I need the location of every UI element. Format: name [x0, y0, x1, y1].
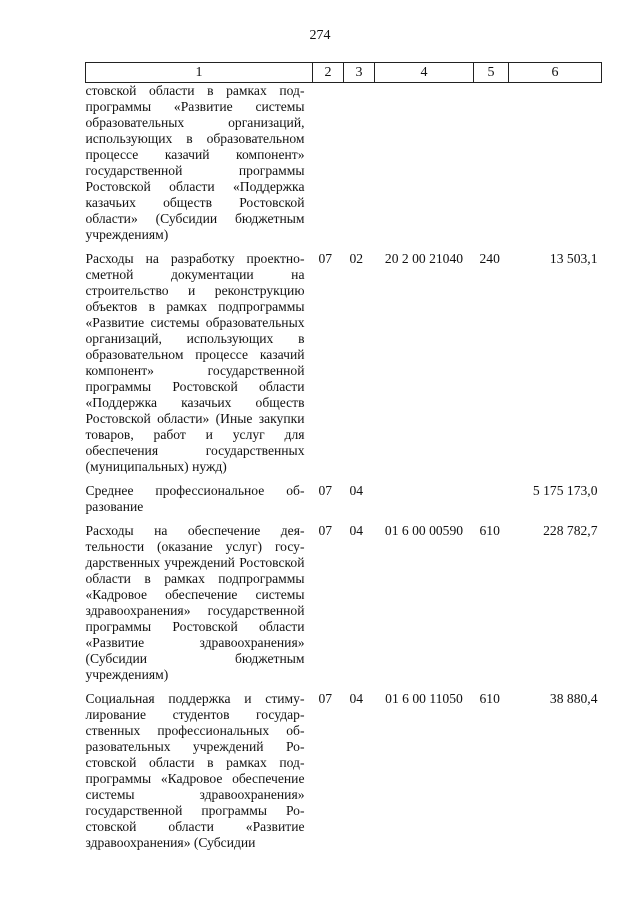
- row-subsection: 02: [349, 251, 364, 266]
- row-description: Расходы на обеспечение деятельности (оказание услуг) государственных учреждений Ростовской области в рамках подпрограммы «Кадровое обеспечение системы здравоохранения» государственной программы Ростовской области «Развитие здравоохранения» (Субсидии бюджетным учреждениям): [85, 523, 305, 682]
- row-section: 07: [318, 691, 333, 706]
- row-subsection: 04: [349, 523, 364, 538]
- row-description: Среднее профессиональное образование: [85, 483, 305, 514]
- row-expense-type: 240: [479, 251, 500, 266]
- column-number-header: [86, 63, 602, 83]
- column-header: 1: [86, 63, 313, 83]
- row-target-code: [375, 483, 474, 523]
- row-section: 07: [318, 523, 333, 538]
- column-header: 4: [375, 63, 474, 83]
- row-subsection: [344, 83, 375, 252]
- row-expense-type: [474, 483, 509, 523]
- row-description: Расходы на разработку проектно-сметной документации на строительство и реконструкцию объектов в рамках подпрограммы «Развитие системы образовательных организаций, использующих в образовательном процессе казачий компонент» государственной программы Ростовской области «Поддержка казачьих обществ Ростовской области» (Иные закупки товаров, работ и услуг для обеспечения государственных (муниципальных) нужд): [85, 251, 305, 474]
- row-subsection: 04: [349, 691, 364, 706]
- row-section: [313, 83, 344, 252]
- row-subsection: 04: [349, 483, 364, 498]
- row-amount: 228 782,7: [543, 523, 598, 538]
- row-target-code: 01 6 00 00590: [384, 523, 464, 538]
- row-section: 07: [318, 251, 333, 266]
- page-number: 274: [309, 28, 331, 43]
- column-header: 3: [344, 63, 375, 83]
- row-description: стовской области в рамках подпрограммы «Развитие системы образовательных организаций, использующих в образовательном процессе казачий компонент» государственной программы Ростовской области «Поддержка казачьих обществ Ростовской области» (Субсидии бюджетным учреждениям): [85, 83, 305, 242]
- row-target-code: 01 6 00 11050: [385, 691, 463, 706]
- row-amount: 5 175 173,0: [532, 483, 598, 498]
- row-target-code: [375, 83, 474, 252]
- table-row: [86, 523, 602, 691]
- column-header: 2: [313, 63, 344, 83]
- row-expense-type: 610: [479, 523, 500, 538]
- row-amount: 38 880,4: [549, 691, 598, 706]
- row-expense-type: [474, 83, 509, 252]
- row-expense-type: 610: [479, 691, 500, 706]
- table-row: [86, 691, 602, 859]
- column-header: 6: [509, 63, 602, 83]
- row-amount: 13 503,1: [549, 251, 598, 266]
- table-row: [86, 251, 602, 483]
- column-header: 5: [474, 63, 509, 83]
- table-row: [86, 483, 602, 523]
- table-row: [86, 83, 602, 252]
- row-section: 07: [318, 483, 333, 498]
- row-description: Социальная поддержка и стимулирование студентов государственных профессиональных образовательных учреждений Ростовской области в рамках подпрограммы «Кадровое обеспечение системы здравоохранения» государственной программы Ростовской области «Развитие здравоохранения» (Субсидии: [85, 691, 305, 850]
- row-target-code: 20 2 00 21040: [384, 251, 464, 266]
- row-amount: [509, 83, 602, 252]
- budget-table: [85, 62, 602, 859]
